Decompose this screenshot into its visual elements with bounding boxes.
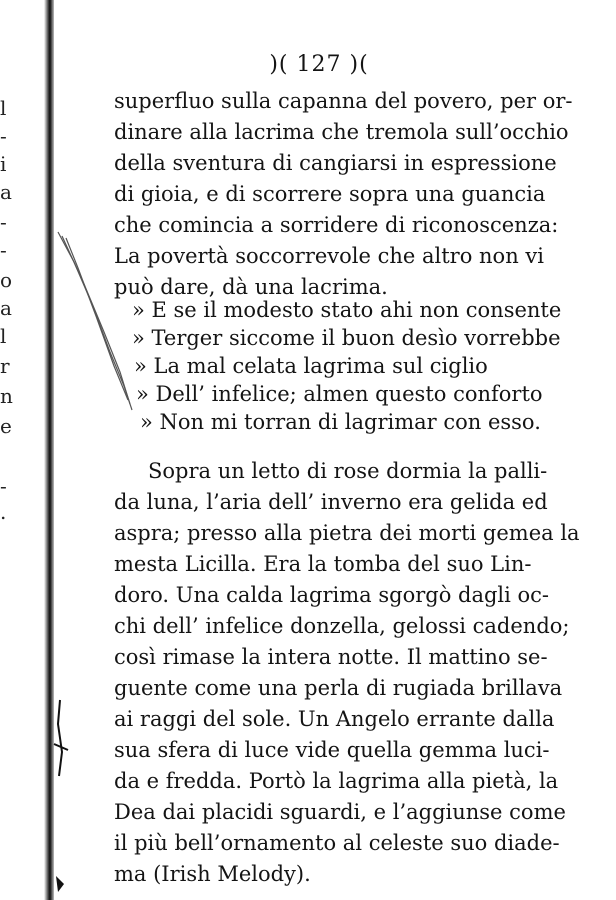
page-number: )( 127 )(: [269, 52, 369, 77]
verse-line: » Terger siccome il buon desìo vorrebbe: [132, 326, 561, 350]
binding-stitch-marks: [54, 700, 68, 776]
verse-line: » E se il modesto stato ahi non consente: [132, 298, 562, 322]
text-line: dinare alla lacrima che tremola sull’occhio: [114, 120, 569, 144]
facing-letter: l: [0, 96, 7, 120]
verse-line: » Dell’ infelice; almen questo conforto: [136, 382, 543, 406]
text-line: sua sfera di luce vide quella gemma luci-: [114, 738, 550, 762]
text-line: ai raggi del sole. Un Angelo errante dalla: [114, 707, 555, 731]
text-line: Sopra un letto di rose dormia la palli-: [148, 459, 548, 483]
paragraph-1: [114, 86, 584, 303]
text-line: di gioia, e di scorrere sopra una guancia: [114, 182, 546, 206]
text-line: così rimase la intera notte. Il mattino se-: [114, 645, 548, 669]
text-line: aspra; presso alla pietra dei morti gemea la: [114, 521, 580, 545]
facing-letter: -: [0, 238, 7, 262]
text-line: La povertà soccorrevole che altro non vi: [114, 244, 544, 268]
facing-letter: e: [0, 414, 12, 438]
text-line: che comincia a sorridere di riconoscenza:: [114, 213, 559, 237]
facing-letter: o: [0, 268, 13, 292]
text-line: della sventura di cangiarsi in espressione: [114, 151, 557, 175]
text-line: Dea dai placidi sguardi, e l’aggiunse come: [114, 800, 566, 824]
paragraph-2: [114, 456, 584, 890]
facing-letter: n: [0, 384, 13, 408]
facing-letter: i: [0, 152, 7, 176]
facing-letter: a: [0, 296, 12, 320]
text-line: da luna, l’aria dell’ inverno era gelida ed: [114, 490, 548, 514]
facing-letter: -: [0, 210, 7, 234]
text-line: superfluo sulla capanna del povero, per or-: [114, 89, 573, 113]
verse-quote: [132, 296, 582, 436]
text-line: guente come una perla di rugiada brillava: [114, 676, 563, 700]
text-line: ma (Irish Melody).: [114, 862, 311, 886]
facing-letter: l: [0, 324, 7, 348]
verse-line: » Non mi torran di lagrimar con esso.: [140, 410, 541, 434]
text-line: il più bell’ornamento al celeste suo diade-: [114, 831, 560, 855]
facing-letter: .: [0, 500, 7, 524]
text-line: mesta Licilla. Era la tomba del suo Lin-: [114, 552, 532, 576]
ink-blot: [56, 876, 64, 892]
text-line: da e fredda. Portò la lagrima alla pietà, la: [114, 769, 559, 793]
facing-letter: r: [0, 354, 10, 378]
page-number-header: [0, 52, 616, 77]
text-line: chi dell’ infelice donzella, gelossi cadendo;: [114, 614, 570, 638]
verse-line: » La mal celata lagrima sul ciglio: [134, 354, 488, 378]
facing-letter: a: [0, 180, 12, 204]
text-line: può dare, dà una lacrima.: [114, 275, 388, 299]
facing-letter: -: [0, 124, 7, 148]
text-line: doro. Una calda lagrima sgorgò dagli oc-: [114, 583, 550, 607]
facing-letter: -: [0, 474, 7, 498]
